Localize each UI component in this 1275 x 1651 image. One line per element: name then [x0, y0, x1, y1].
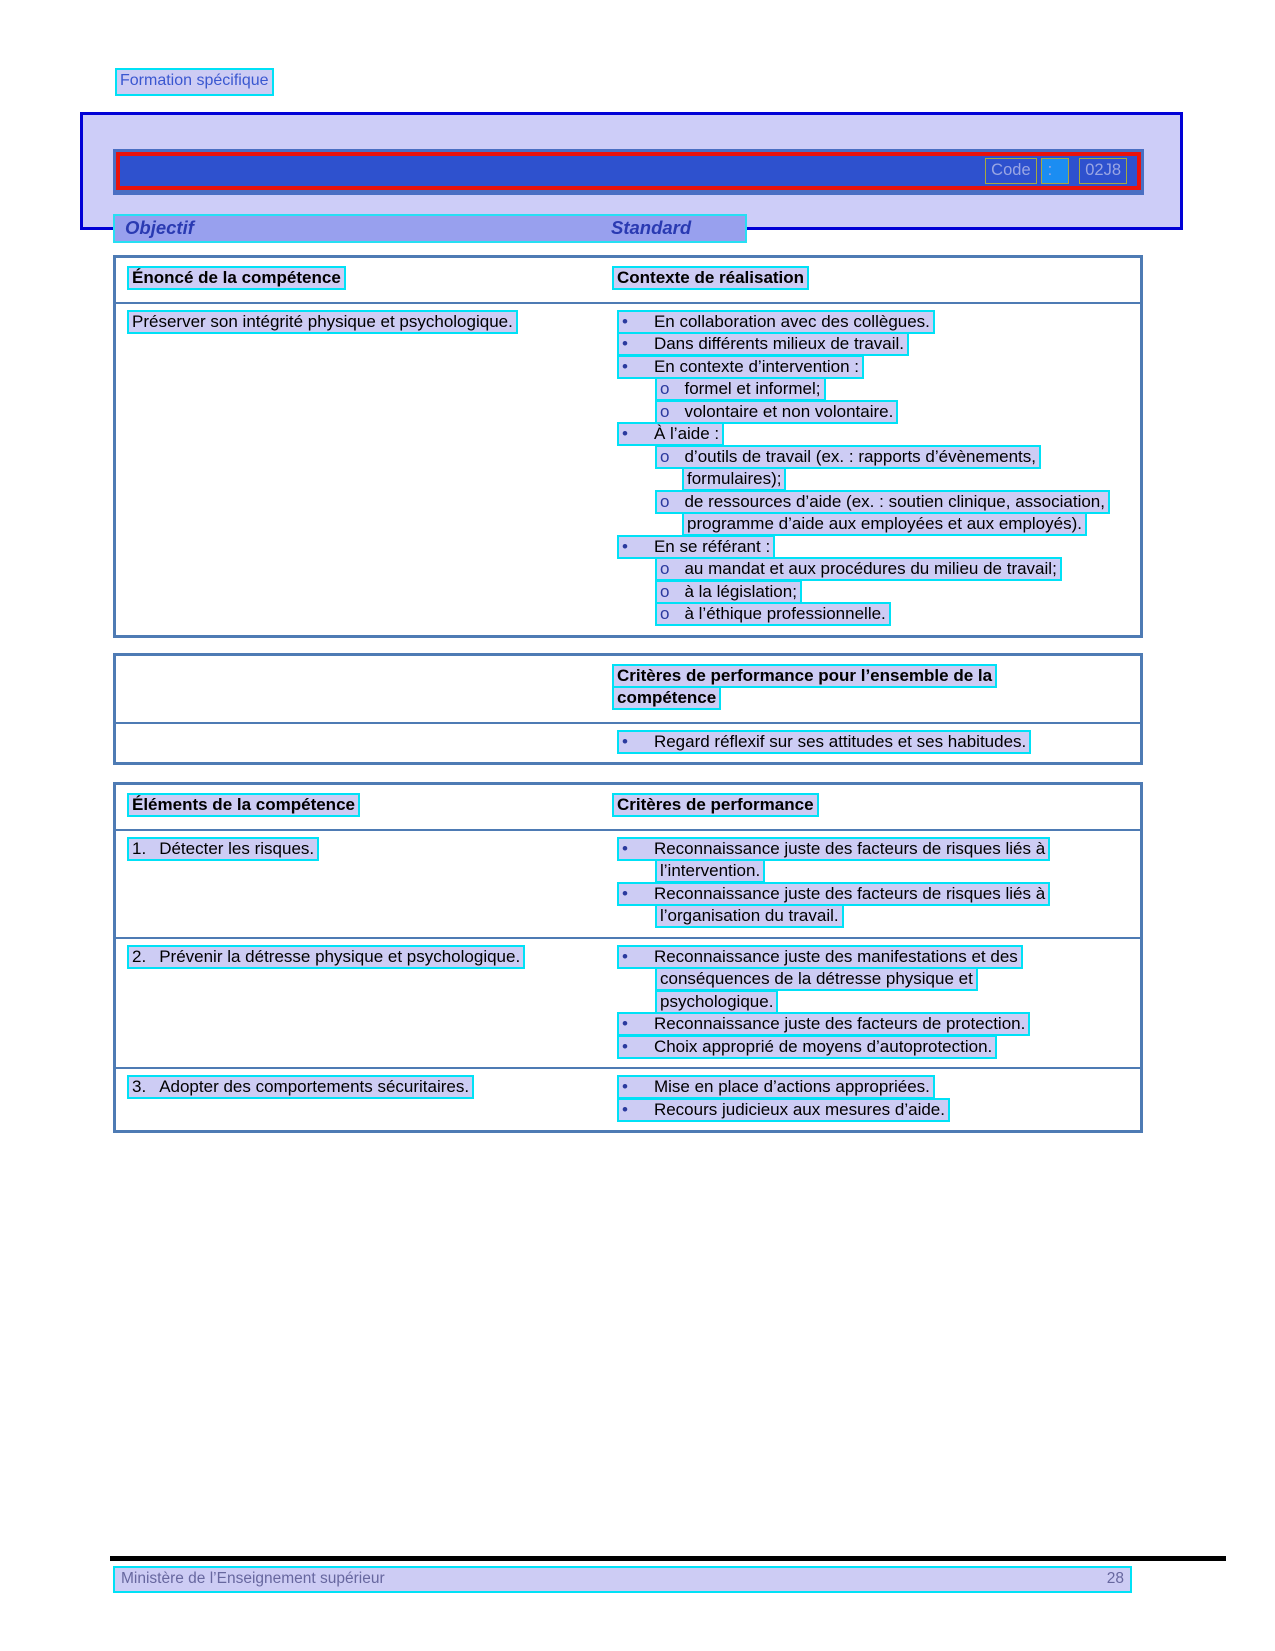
list-item-text: Reconnaissance juste des facteurs de risques liés à l’intervention. [653, 838, 1046, 880]
list-item [612, 581, 1112, 604]
title-bar [116, 152, 1141, 190]
list-item-text: de ressources d’aide (ex. : soutien clinique, association, programme d’aide aux employées et aux employés). [684, 491, 1105, 533]
footer-ministry-text: Ministère de l’Enseignement supérieur [121, 1570, 385, 1587]
list-item [612, 1076, 1055, 1099]
header-cell-criteres-ensemble [612, 665, 1140, 710]
section-label: Formation spécifique [115, 68, 274, 96]
criteria-list-cell [612, 731, 1140, 754]
dot-bullet-icon: • [622, 883, 628, 903]
list-item-highlight [655, 602, 891, 626]
dot-bullet-icon: • [622, 424, 628, 443]
dot-bullet-icon: • [622, 1014, 628, 1033]
list-item-text: au mandat et aux procédures du milieu de travail; [684, 559, 1057, 578]
list-item [612, 423, 1055, 446]
criteria-list-cell [612, 946, 1140, 1059]
list-item-highlight [655, 445, 1041, 492]
context-list-cell [612, 311, 1140, 626]
list-item-highlight [617, 1075, 935, 1099]
list-item [612, 311, 1055, 334]
list-item-text: Dans différents milieux de travail. [653, 334, 905, 353]
list-item-highlight [655, 377, 826, 401]
list-item-highlight [617, 1012, 1030, 1036]
table-header-row [116, 656, 1140, 724]
element-number: 1. [132, 838, 147, 858]
list-item [612, 1099, 1055, 1122]
list-item [612, 446, 1112, 491]
dot-bullet-icon: • [622, 1099, 628, 1119]
circle-bullet-icon: o [660, 401, 670, 421]
list-item-highlight [617, 730, 1031, 754]
list-item-highlight [617, 1035, 997, 1059]
empty-header-cell [116, 665, 612, 710]
competence-statement: Préserver son intégrité physique et psychologique. [127, 310, 518, 334]
list-item-highlight [617, 837, 1050, 884]
footer-divider [110, 1556, 1226, 1561]
objectif-label: Objectif [125, 217, 194, 238]
list-item [612, 491, 1112, 536]
element-text: Prévenir la détresse physique et psychologique. [159, 946, 521, 966]
list-item-text: En contexte d’intervention : [653, 356, 860, 376]
list-item [612, 1036, 1055, 1059]
list-item-highlight [655, 400, 898, 424]
list-item-text: formel et informel; [684, 379, 821, 398]
table-row [116, 1067, 1140, 1130]
circle-bullet-icon: o [660, 559, 670, 578]
elements-criteria-table [113, 782, 1143, 1133]
list-item [612, 603, 1112, 626]
element-cell [116, 838, 612, 928]
dot-bullet-icon: • [622, 838, 628, 858]
circle-bullet-icon: o [660, 581, 670, 601]
element-number: 3. [132, 1077, 147, 1096]
code-separator: : [1041, 158, 1070, 184]
list-item [612, 558, 1112, 581]
title-bar-frame [113, 149, 1144, 195]
list-item [612, 401, 1112, 424]
element-text: Adopter des comportements sécuritaires. [159, 1077, 470, 1096]
list-item-highlight [617, 535, 775, 559]
header-cell-contexte [612, 267, 1140, 290]
list-item-text: En se référant : [653, 536, 771, 556]
dot-bullet-icon: • [622, 946, 628, 966]
list-item-text: volontaire et non volontaire. [684, 401, 894, 421]
performance-criteria-table [113, 653, 1143, 766]
list-item [612, 838, 1055, 883]
list-item-text: à la législation; [684, 581, 797, 601]
list-item-text: Regard réflexif sur ses attitudes et ses habitudes. [653, 731, 1027, 751]
list-item-highlight [655, 490, 1110, 537]
list-item-text: Choix approprié de moyens d’autoprotection. [653, 1036, 993, 1056]
header-cell-elements [116, 794, 612, 817]
list-item-highlight [617, 332, 909, 356]
element-text: Détecter les risques. [159, 838, 315, 858]
dot-bullet-icon: • [622, 536, 628, 556]
list-item-text: Reconnaissance juste des facteurs de risques liés à l’organisation du travail. [653, 883, 1046, 925]
list-item-text: à l’éthique professionnelle. [684, 604, 886, 623]
list-item [612, 356, 1055, 379]
header-text: Critères de performance [612, 793, 819, 817]
circle-bullet-icon: o [660, 379, 670, 398]
list-item [612, 333, 1055, 356]
elements-rows-container [116, 831, 1140, 1131]
header-text: Éléments de la compétence [127, 793, 360, 817]
objectif-standard-band [113, 214, 747, 243]
list-item-text: À l’aide : [653, 424, 720, 443]
header-cell-enonce [116, 267, 612, 290]
list-item [612, 536, 1055, 559]
element-number: 2. [132, 946, 147, 966]
dot-bullet-icon: • [622, 356, 628, 376]
list-item [612, 883, 1055, 928]
empty-cell [116, 731, 612, 754]
list-item-text: Mise en place d’actions appropriées. [653, 1077, 930, 1096]
footer [113, 1566, 1132, 1593]
code-label: Code [985, 158, 1036, 184]
content-area [113, 255, 1143, 1133]
list-item-highlight [617, 882, 1050, 929]
list-item-highlight [617, 1098, 950, 1122]
circle-bullet-icon: o [660, 604, 670, 623]
list-item [612, 731, 1055, 754]
dot-bullet-icon: • [622, 1036, 628, 1056]
list-item [612, 946, 1055, 1014]
list-item-highlight [655, 557, 1062, 581]
list-item-text: En collaboration avec des collègues. [653, 311, 930, 331]
element-highlight [127, 837, 319, 861]
list-item-text: d’outils de travail (ex. : rapports d’évènements, formulaires); [684, 446, 1036, 488]
statement-cell [116, 311, 612, 626]
circle-bullet-icon: o [660, 491, 670, 511]
page-number: 28 [1106, 1570, 1124, 1587]
header-text: Contexte de réalisation [612, 266, 809, 290]
element-highlight [127, 1075, 474, 1099]
header-text: Énoncé de la compétence [127, 266, 346, 290]
code-value: 02J8 [1079, 158, 1127, 184]
competence-context-table [113, 255, 1143, 638]
circle-bullet-icon: o [660, 446, 670, 466]
title-header-box [80, 112, 1183, 238]
table-row [116, 937, 1140, 1068]
table-header-row [116, 258, 1140, 304]
table-row [116, 831, 1140, 937]
header-cell-criteres [612, 794, 1140, 817]
list-item-text: Reconnaissance juste des manifestations et des conséquences de la détresse physique et psychologique. [653, 946, 1018, 1011]
header-text: Critères de performance pour l’ensemble de la compétence [612, 664, 997, 711]
list-item-highlight [617, 310, 935, 334]
element-cell [116, 946, 612, 1059]
table-body-row [116, 304, 1140, 635]
element-highlight [127, 945, 525, 969]
dot-bullet-icon: • [622, 311, 628, 331]
list-item-highlight [617, 355, 864, 379]
standard-label: Standard [611, 217, 692, 238]
list-item-highlight [655, 580, 802, 604]
list-item-highlight [617, 945, 1023, 1014]
dot-bullet-icon: • [622, 334, 628, 353]
criteria-list-cell [612, 1076, 1140, 1121]
dot-bullet-icon: • [622, 731, 628, 751]
list-item-text: Recours judicieux aux mesures d’aide. [653, 1099, 945, 1119]
list-item-highlight [617, 422, 724, 446]
table-body-row [116, 724, 1140, 763]
criteria-list-cell [612, 838, 1140, 928]
element-cell [116, 1076, 612, 1121]
table-header-row [116, 785, 1140, 831]
list-item-text: Reconnaissance juste des facteurs de protection. [653, 1014, 1026, 1033]
dot-bullet-icon: • [622, 1077, 628, 1096]
list-item [612, 378, 1112, 401]
list-item [612, 1013, 1055, 1036]
